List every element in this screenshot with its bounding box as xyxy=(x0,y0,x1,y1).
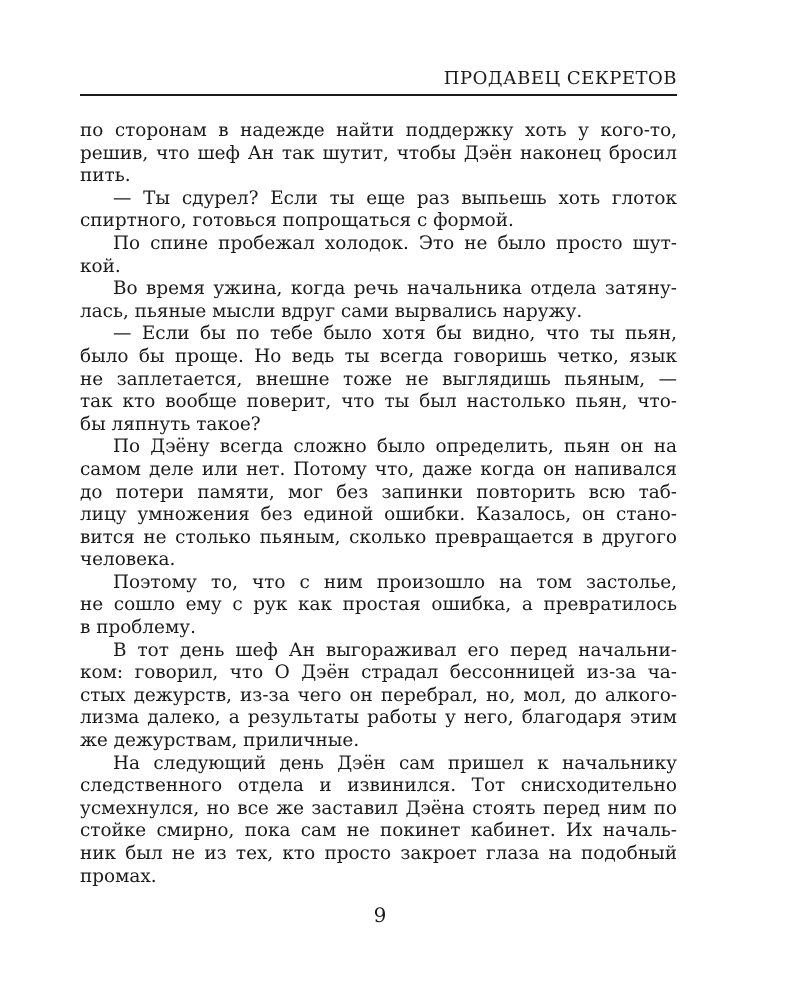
text-line: Поэтому то, что с ним произошло на том застолье, xyxy=(113,571,677,593)
text-line: ник был не из тех, кто просто закроет глаза на подобный xyxy=(80,843,677,864)
text-line: лицу умножения без единой ошибки. Казалось, он стано- xyxy=(80,504,677,526)
running-header xyxy=(80,66,677,96)
text-line: следственного отдела и извинился. Тот снисходительно xyxy=(80,775,677,797)
text-line: человека. xyxy=(80,549,176,571)
text-line: бы ляпнуть такое? xyxy=(80,413,261,435)
text-line: не сошло ему с рук как простая ошибка, а превратилось xyxy=(80,594,677,616)
text-line: стых дежурств, из-за чего он перебрал, но, мол, до алкого- xyxy=(80,684,677,706)
text-line: В тот день шеф Ан выгораживал его перед начальни- xyxy=(113,639,677,661)
text-line: вится не столько пьяным, сколько превращается в другого xyxy=(80,526,677,548)
text-line: не заплетается, внешне тоже не выглядишь пьяным, — xyxy=(80,368,677,390)
text-line: промах. xyxy=(80,865,157,887)
text-line: было бы проще. Но ведь ты всегда говоришь четко, язык xyxy=(80,345,677,367)
text-line: в проблему. xyxy=(80,617,196,639)
text-line: усмехнулся, но все же заставил Дэёна стоять перед ним по xyxy=(80,797,677,819)
text-line: стойке смирно, пока сам не покинет кабинет. Их началь- xyxy=(80,820,677,842)
text-line: пить. xyxy=(80,165,131,187)
text-line: до потери памяти, мог без запинки повторить всю таб- xyxy=(80,481,677,503)
page-number: 9 xyxy=(373,903,387,927)
text-line: же дежурствам, приличные. xyxy=(80,730,360,752)
text-line: — Если бы по тебе было хотя бы видно, что ты пьян, xyxy=(113,323,677,345)
text-body xyxy=(80,120,677,888)
text-line: кой. xyxy=(80,255,121,277)
text-line: По Дэёну всегда сложно было определить, пьян он на xyxy=(113,436,677,458)
text-line: ком: говорил, что О Дэён страдал бессонницей из-за ча- xyxy=(80,662,677,684)
text-line: лизма далеко, а результаты работы у него, благодаря этим xyxy=(80,707,677,729)
text-line: — Ты сдурел? Если ты еще раз выпьешь хоть глоток xyxy=(113,187,677,209)
running-title: ПРОДАВЕЦ СЕКРЕТОВ xyxy=(443,68,677,89)
text-line: так кто вообще поверит, что ты был настолько пьян, что- xyxy=(80,391,677,413)
text-line: спиртного, готовься попрощаться с формой. xyxy=(80,210,514,232)
text-line: На следующий день Дэён сам пришел к начальнику xyxy=(113,752,677,774)
text-line: по сторонам в надежде найти поддержку хоть у кого-то, xyxy=(80,120,677,141)
text-line: решив, что шеф Ан так шутит, чтобы Дэён наконец бросил xyxy=(80,142,677,164)
text-line: лась, пьяные мысли вдруг сами вырвались наружу. xyxy=(80,300,583,322)
text-line: самом деле или нет. Потому что, даже когда он напивался xyxy=(80,458,677,480)
text-line: По спине пробежал холодок. Это не было просто шут- xyxy=(113,232,677,254)
text-line: Во время ужина, когда речь начальника отдела затяну- xyxy=(113,278,677,300)
